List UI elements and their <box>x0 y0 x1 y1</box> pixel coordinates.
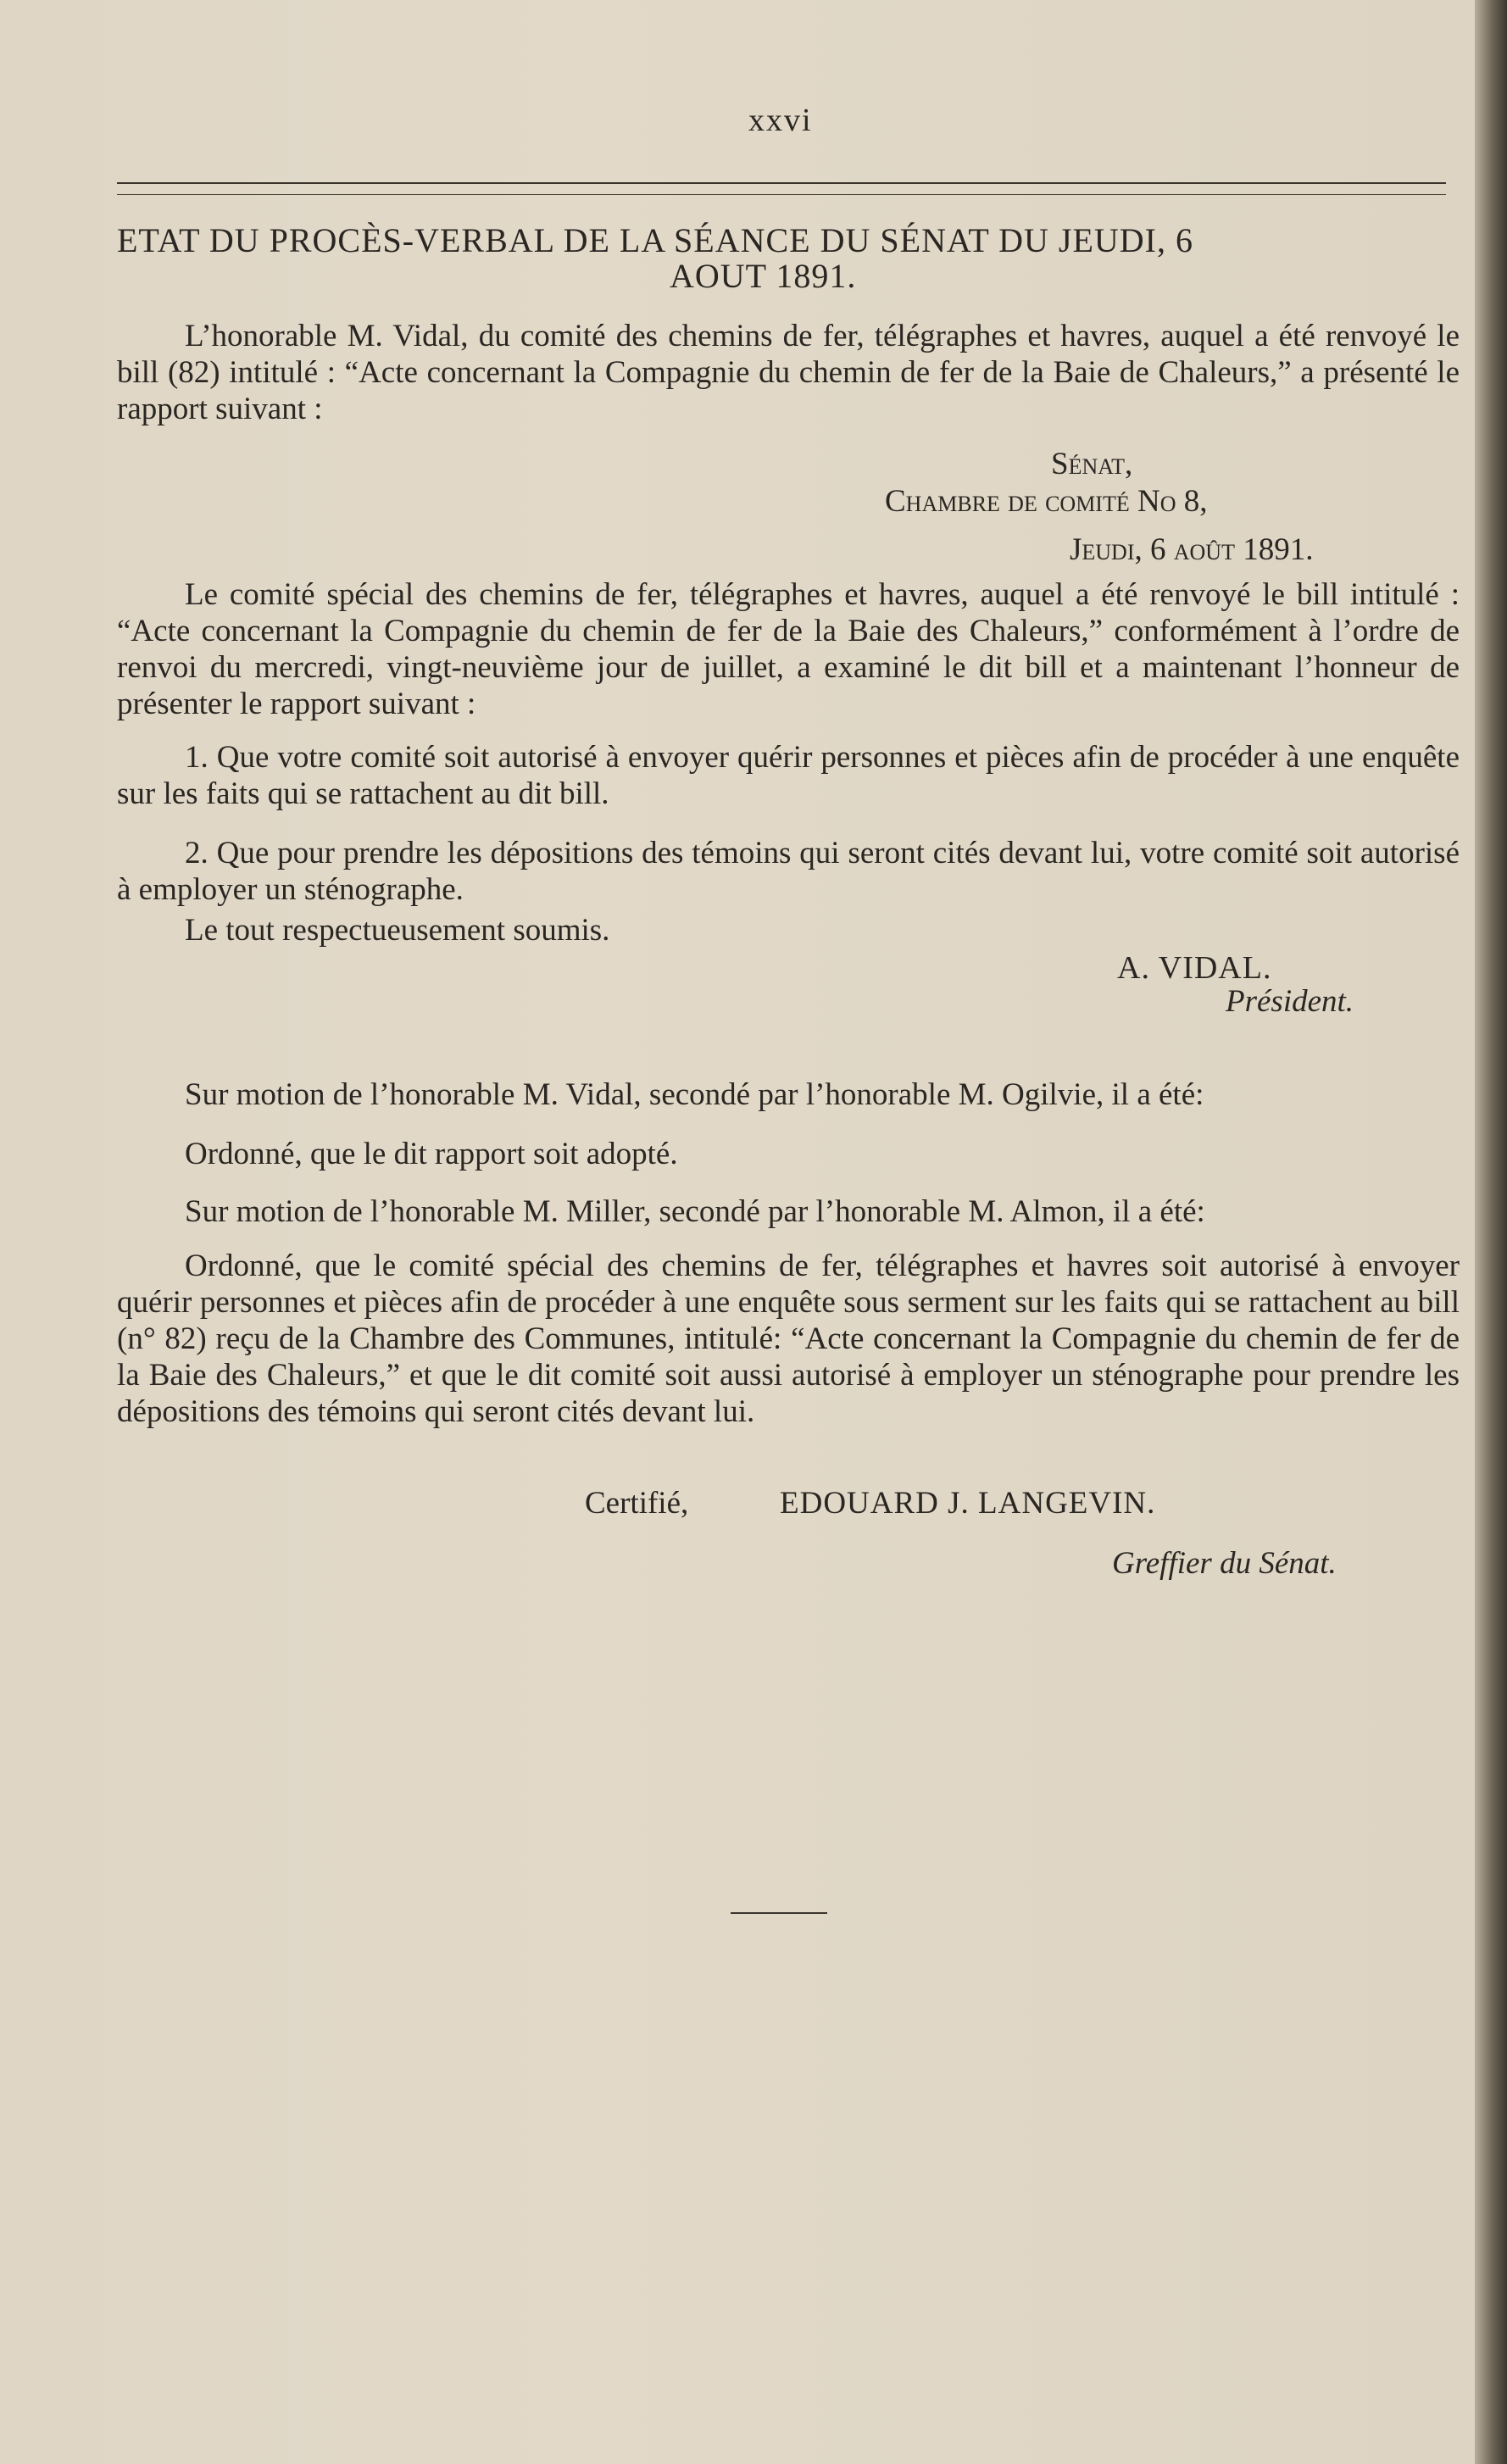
heading-line-1: ETAT DU PROCÈS-VERBAL DE LA SÉANCE DU SÉNAT DU JEUDI, 6 <box>117 221 1193 259</box>
report-header-date: Jeudi, 6 août 1891. <box>1070 532 1314 567</box>
page-number: xxvi <box>748 103 813 138</box>
report-closing: Le tout respectueusement soumis. <box>185 913 610 948</box>
report-body-text: Le comité spécial des chemins de fer, télégraphes et havres, auquel a été renvoyé le bill intitulé : “Acte concernant la Compagnie du chemin de fer de la Baie des Chaleurs,” conformément à l’ordre de renvoi du mercredi, vingt-neuvième jour de juillet, a examiné le dit bill et a maintenant l’honneur de présenter le rapport suivant : <box>117 577 1460 721</box>
end-rule <box>731 1912 827 1914</box>
clerk-title: Greffier du Sénat. <box>1112 1546 1337 1581</box>
signature-name: A. VIDAL. <box>1117 950 1272 986</box>
report-item-2-text: 2. Que pour prendre les dépositions des témoins qui seront cités devant lui, votre comité soit autorisé à employer un sténographe. <box>117 836 1460 907</box>
clerk-name: EDOUARD J. LANGEVIN. <box>780 1486 1156 1521</box>
order-paragraph <box>117 1248 1460 1430</box>
certifie-label: Certifié, <box>585 1486 689 1521</box>
order-text: Ordonné, que le comité spécial des chemins de fer, télégraphes et havres soit autorisé à envoyer quérir personnes et pièces afin de procéder à une enquête sous serment sur les faits qui se rattachent au bill (n° 82) reçu de la Chambre des Communes, intitulé: “Acte concernant la Compagnie du chemin de fer de la Baie des Chaleurs,” et que le dit comité soit aussi autorisé à employer un sténographe pour prendre les dépositions des témoins qui seront cités devant lui. <box>117 1249 1460 1429</box>
report-item-1 <box>117 739 1460 812</box>
report-body <box>117 576 1460 722</box>
intro-paragraph <box>117 318 1460 427</box>
motion-3: Sur motion de l’honorable M. Miller, secondé par l’honorable M. Almon, il a été: <box>185 1194 1205 1229</box>
book-spine-edge <box>1475 0 1507 2464</box>
heading-line-2: AOUT 1891. <box>670 257 857 295</box>
report-item-2 <box>117 835 1460 908</box>
intro-text: L’honorable M. Vidal, du comité des chemins de fer, télégraphes et havres, auquel a été renvoyé le bill (82) intitulé : “Acte concernant la Compagnie du chemin de fer de la Baie de Chaleurs,” a présenté le rapport suivant : <box>117 319 1460 426</box>
report-item-1-text: 1. Que votre comité soit autorisé à envoyer quérir personnes et pièces afin de procéder à une enquête sur les faits qui se rattachent au dit bill. <box>117 740 1460 811</box>
top-rule-upper <box>117 182 1446 184</box>
signature-title: Président. <box>1226 984 1354 1019</box>
motion-1: Sur motion de l’honorable M. Vidal, secondé par l’honorable M. Ogilvie, il a été: <box>185 1077 1204 1112</box>
motion-2: Ordonné, que le dit rapport soit adopté. <box>185 1137 678 1171</box>
report-header-senat: Sénat, <box>1051 447 1133 481</box>
report-header-chambre: Chambre de comité No 8, <box>885 484 1208 519</box>
top-rule-lower <box>117 194 1446 195</box>
